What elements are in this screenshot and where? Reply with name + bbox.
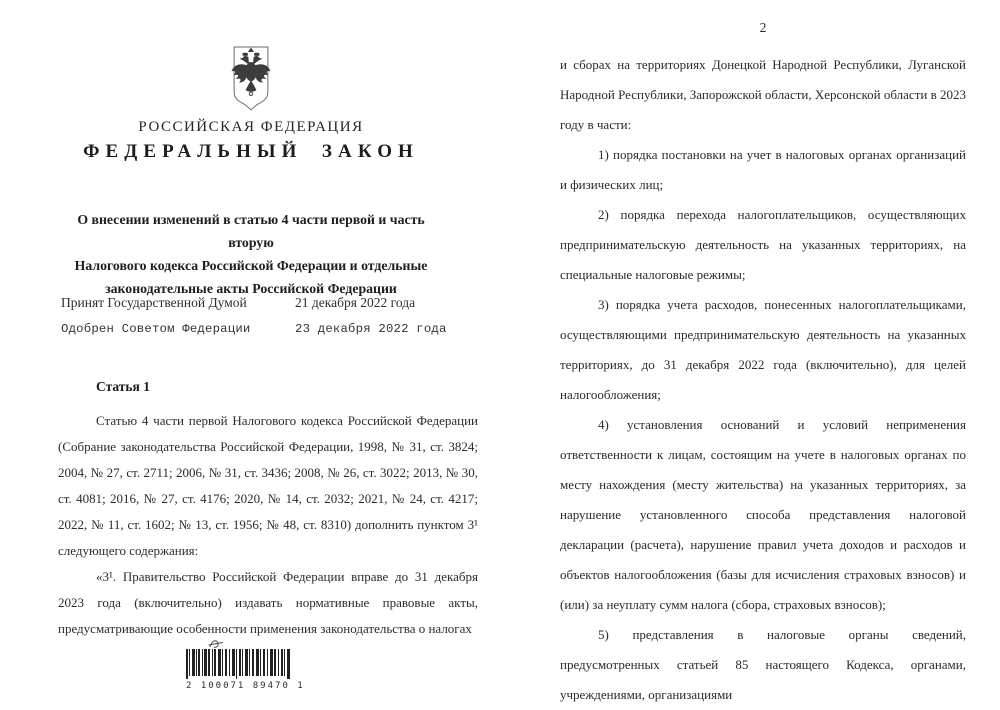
list-item-1: 1) порядка постановки на учет в налоговых органах организаций и физических лиц; bbox=[560, 147, 966, 192]
list-item-4: 4) установления оснований и условий неприменения ответственности к лицам, состоящим на учете в налоговых органах по месту нахождения (месту жительства) на указанных территориях, за нарушение установленного способа представления налоговой декларации (расчета), нарушение правил учета доходов и расходов и объектов налогообложения (базы для исчисления страховых взносов) и (или) за неуплату сумм налога (сбора, страховых взносов); bbox=[560, 417, 966, 612]
document-page-2 bbox=[560, 0, 966, 707]
list-item-2: 2) порядка перехода налогоплательщиков, осуществляющих предпринимательскую деятельность на указанных территориях, на специальные налоговые режимы; bbox=[560, 207, 966, 282]
handwritten-mark-icon bbox=[209, 641, 224, 648]
document-page-1 bbox=[58, 0, 478, 707]
adopted-label: Принят Государственной Думой bbox=[61, 295, 247, 310]
article-1-paragraph: «3¹. Правительство Российской Федерации вправе до 31 декабря 2023 года (включительно) издавать нормативные правовые акты, предусматривающие особенности применения законодательства о налогах bbox=[58, 569, 478, 636]
coat-of-arms-icon bbox=[228, 44, 274, 116]
country-name: РОССИЙСКАЯ ФЕДЕРАЦИЯ bbox=[138, 119, 364, 135]
adopted-row bbox=[61, 293, 478, 312]
article-1-paragraph: Статью 4 части первой Налогового кодекса Российской Федерации (Собрание законодательства Российской Федерации, 1998, № 31, ст. 3824; 2004, № 27, ст. 2711; 2006, № 31, ст. 3436; 2008, № 26, ст. 3022; 2013, № 30, ст. 4081; 2016, № 27, ст. 4176; 2020, № 14, ст. 2032; 2021, № 24, ст. 4217; 2022, № 11, ст. 1602; № 13, ст. 1956; № 48, ст. 8310) дополнить пунктом 3¹ следующего содержания: bbox=[58, 413, 478, 558]
adopted-date: 21 декабря 2022 года bbox=[295, 295, 416, 310]
barcode-icon bbox=[186, 638, 298, 680]
body-paragraph: и сборах на территориях Донецкой Народной Республики, Луганской Народной Республики, Запорожской области, Херсонской области в 2023 году в части: bbox=[560, 57, 966, 132]
approved-label: Одобрен Советом Федерации bbox=[61, 322, 251, 336]
barcode-number: 2 100071 89470 1 bbox=[186, 681, 305, 691]
law-title bbox=[58, 208, 444, 300]
adoption-dates-block bbox=[61, 293, 478, 339]
registration-barcode bbox=[186, 638, 306, 691]
page-2-body bbox=[560, 50, 966, 710]
article-1-section bbox=[58, 374, 478, 642]
approved-date: 23 декабря 2022 года bbox=[295, 322, 447, 336]
law-title-line: Налогового кодекса Российской Федерации и отдельные bbox=[74, 258, 428, 273]
list-item-5: 5) представления в налоговые органы сведений, предусмотренных статьей 85 настоящего Кодекса, органами, учреждениями, организациями bbox=[560, 627, 966, 702]
law-title-line: О внесении изменений в статью 4 части первой и часть вторую bbox=[77, 212, 425, 250]
article-1-heading: Статья 1 bbox=[96, 379, 150, 394]
list-item-3: 3) порядка учета расходов, понесенных налогоплательщиками, осуществляющими предпринимательскую деятельность на указанных территориях, до 31 декабря 2022 года (включительно), для целей налогообложения; bbox=[560, 297, 966, 402]
page-number: 2 bbox=[759, 20, 767, 35]
approved-row bbox=[61, 320, 478, 339]
document-kind-title: ФЕДЕРАЛЬНЫЙ ЗАКОН bbox=[83, 141, 419, 162]
emblem-block bbox=[58, 44, 444, 121]
law-title-line: законодательные акты Российской Федерации bbox=[105, 281, 397, 296]
